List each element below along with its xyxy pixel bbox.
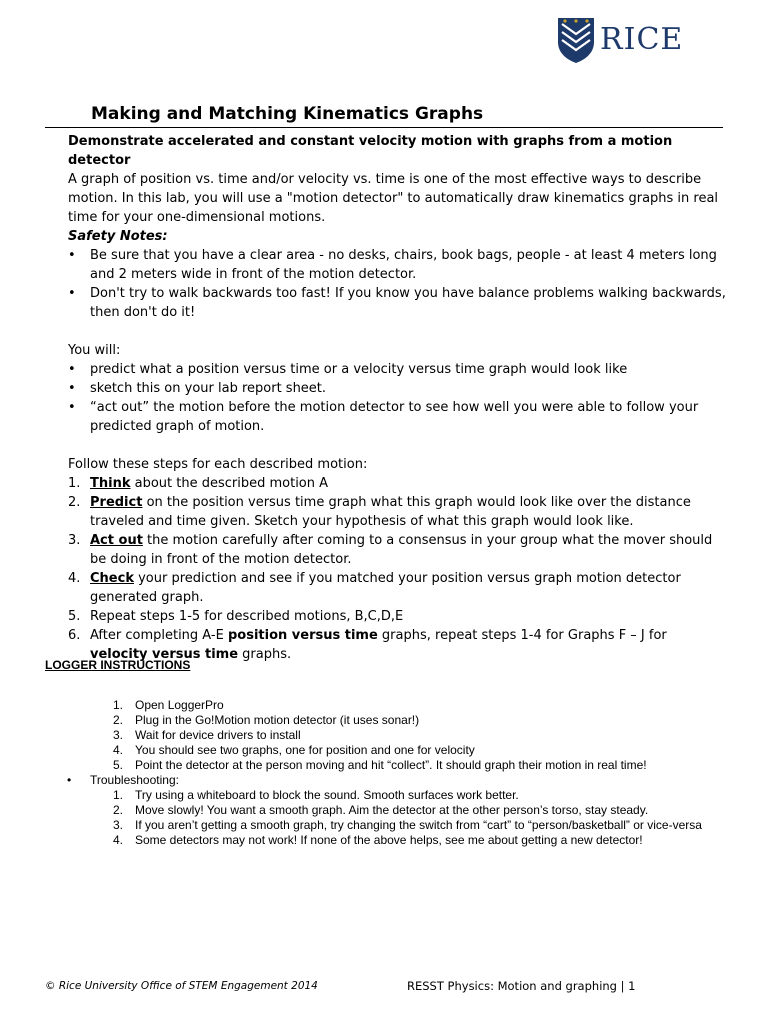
step-text: Move slowly! You want a smooth graph. Aim the detector at the other person’s torso, stay steady.	[135, 803, 649, 817]
step-bold: position versus time	[227, 628, 378, 643]
safety-item: • Don't try to walk backwards too fast! If you know you have balance problems walking backwards, then don't do it!	[68, 284, 726, 322]
shield-icon	[556, 16, 596, 64]
troubleshooting-label: • Troubleshooting:	[67, 773, 179, 787]
step-text: After completing A-E	[90, 628, 228, 643]
logger-step	[45, 713, 725, 728]
step-number: 2.	[68, 495, 81, 510]
step-item	[68, 607, 726, 626]
step-number: 4.	[68, 571, 81, 586]
step-keyword: Act out	[90, 533, 143, 548]
step-number: 6.	[68, 628, 81, 643]
step-number: 2.	[113, 713, 124, 727]
troubleshooting-step	[45, 818, 725, 833]
footer-page-info: RESST Physics: Motion and graphing | 1	[407, 979, 636, 993]
step-text: graphs.	[238, 647, 292, 662]
step-number: 1.	[113, 698, 124, 712]
subtitle: Demonstrate accelerated and constant velocity motion with graphs from a motion detector	[68, 134, 673, 168]
logo-wordmark: RICE	[600, 22, 684, 57]
step-number: 2.	[113, 803, 124, 817]
step-text: Wait for device drivers to install	[135, 728, 301, 742]
step-number: 4.	[113, 743, 124, 757]
step-keyword: Check	[90, 571, 134, 586]
step-number: 1.	[68, 476, 81, 491]
troubleshooting-step	[45, 788, 725, 803]
step-text: Some detectors may not work! If none of the above helps, see me about getting a new detector!	[135, 833, 643, 847]
step-item	[68, 531, 726, 569]
step-text: If you aren’t getting a smooth graph, try changing the switch from “cart” to “person/basketball” or vice-versa	[135, 818, 702, 832]
step-number: 3.	[113, 728, 124, 742]
step-number: 1.	[113, 788, 124, 802]
you-will-item: • sketch this on your lab report sheet.	[68, 379, 726, 398]
step-text: Point the detector at the person moving and hit “collect”. It should graph their motion in real time!	[135, 758, 647, 772]
logger-title: LOGGER INSTRUCTIONS	[45, 658, 191, 672]
step-keyword: Think	[90, 476, 131, 491]
step-text: Try using a whiteboard to block the sound. Smooth surfaces work better.	[135, 788, 519, 802]
safety-item: • Be sure that you have a clear area - no desks, chairs, book bags, people - at least 4 meters long and 2 meters wide in front of the motion detector.	[68, 246, 726, 284]
steps-intro: Follow these steps for each described motion:	[68, 457, 368, 472]
logger-steps	[45, 698, 725, 773]
step-text: Plug in the Go!Motion motion detector (it uses sonar!)	[135, 713, 420, 727]
logger-step	[45, 743, 725, 758]
step-text: graphs, repeat steps 1-4 for Graphs F – J for	[377, 628, 667, 643]
step-number: 5.	[68, 609, 81, 624]
troubleshooting-steps	[45, 788, 725, 848]
logger-section	[45, 658, 725, 848]
logger-step	[45, 758, 725, 773]
footer-copyright: © Rice University Office of STEM Engagement 2014	[45, 980, 318, 992]
step-keyword: Predict	[90, 495, 143, 510]
step-item	[68, 493, 726, 531]
you-will-item: • predict what a position versus time or a velocity versus time graph would look like	[68, 360, 726, 379]
intro-paragraph: A graph of position vs. time and/or velocity vs. time is one of the most effective ways to describe motion. In this lab, you will use a "motion detector" to automatically draw kinematics graphs in real time for your one-dimensional motions.	[68, 172, 719, 225]
bullet-icon: •	[67, 773, 72, 787]
you-will-heading: You will:	[68, 343, 121, 358]
step-bold: velocity versus time	[90, 647, 239, 662]
logger-step	[45, 698, 725, 713]
step-number: 5.	[113, 758, 124, 772]
step-number: 4.	[113, 833, 124, 847]
main-content	[68, 132, 726, 664]
step-text: You should see two graphs, one for position and one for velocity	[135, 743, 475, 757]
you-will-list	[68, 360, 726, 436]
safety-heading: Safety Notes:	[68, 229, 168, 244]
step-number: 3.	[113, 818, 124, 832]
step-number: 3.	[68, 533, 81, 548]
step-item	[68, 569, 726, 607]
step-text: Open LoggerPro	[135, 698, 224, 712]
step-text: the motion carefully after coming to a consensus in your group what the mover should be doing in front of the motion detector.	[90, 533, 713, 567]
step-text: about the described motion A	[130, 476, 329, 491]
step-text: Repeat steps 1-5 for described motions, B,C,D,E	[90, 609, 404, 624]
steps-list	[68, 474, 726, 664]
logger-step	[45, 728, 725, 743]
title-divider	[45, 127, 723, 128]
safety-list	[68, 246, 726, 322]
step-item	[68, 474, 726, 493]
step-text: on the position versus time graph what this graph would look like over the distance traveled and time given. Sketch your hypothesis of what this graph would look like.	[90, 495, 691, 529]
step-text: your prediction and see if you matched your position versus graph motion detector generated graph.	[90, 571, 681, 605]
troubleshooting-step	[45, 833, 725, 848]
you-will-item: • “act out” the motion before the motion detector to see how well you were able to follow your predicted graph of motion.	[68, 398, 726, 436]
page-title: Making and Matching Kinematics Graphs	[91, 104, 484, 124]
troubleshooting-step	[45, 803, 725, 818]
